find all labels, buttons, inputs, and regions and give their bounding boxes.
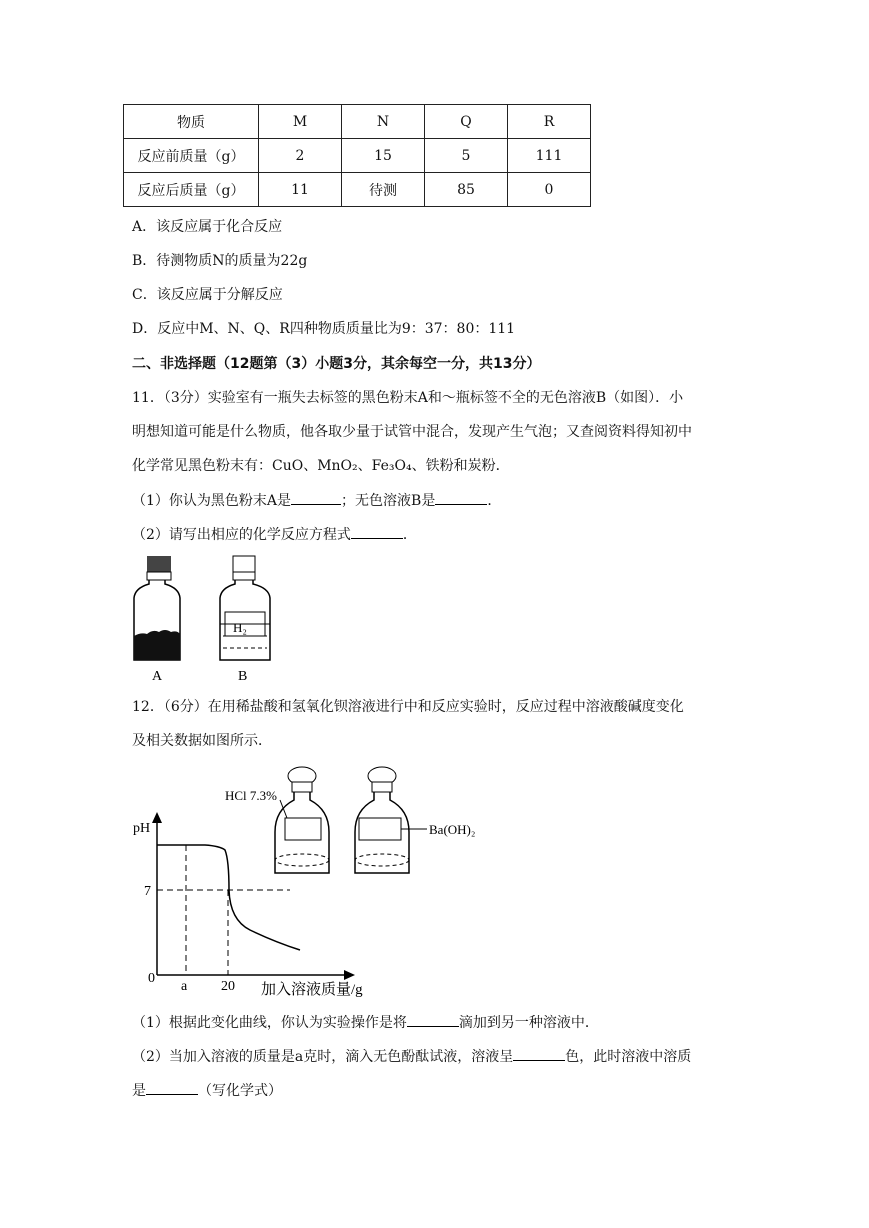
q11-sub1-text-a: （1）你认为黑色粉末A是 — [132, 493, 292, 509]
answer-blank[interactable] — [513, 1046, 565, 1061]
table-header-cell: R — [508, 105, 591, 139]
baoh2-label: Ba(OH)₂ — [429, 822, 476, 837]
table-header-cell: N — [342, 105, 425, 139]
hcl-bottle-icon — [225, 767, 329, 873]
q11-sub2-text-a: （2）请写出相应的化学反应方程式 — [132, 527, 351, 543]
hcl-label: HCl 7.3% — [225, 788, 277, 803]
x-tick-a: a — [181, 979, 188, 994]
q11-sub1 — [132, 490, 501, 510]
option-b: B．待测物质N的质量为22g — [132, 253, 308, 269]
table-header-cell: M — [259, 105, 342, 139]
q12-stem-line2: 及相关数据如图所示． — [132, 733, 272, 749]
bottle-b-label: H₂ — [233, 620, 247, 635]
table-row — [124, 139, 591, 173]
q12-figure — [125, 760, 505, 1005]
q11-bottles-figure — [125, 552, 285, 687]
table-cell: 5 — [425, 139, 508, 173]
q11-stem-line2: 明想知道可能是什么物质，他各取少量于试管中混合，发现产生气泡；又查阅资料得知初中 — [132, 424, 692, 440]
y-tick-7: 7 — [144, 884, 151, 899]
q12-stem-line1: 12．（6分）在用稀盐酸和氢氧化钡溶液进行中和反应实验时，反应过程中溶液酸碱度变化 — [132, 699, 684, 715]
option-a: A．该反应属于化合反应 — [132, 219, 283, 235]
q12-sub2-text-b: 色，此时溶液中溶质 — [565, 1049, 692, 1065]
q12-sub2-text-a: （2）当加入溶液的质量是a克时，滴入无色酚酞试液，溶液呈 — [132, 1049, 514, 1065]
figure-label-a: A — [152, 669, 163, 684]
table-cell: 待测 — [342, 173, 425, 207]
q12-sub1-text-a: （1）根据此变化曲线，你认为实验操作是将 — [132, 1015, 407, 1031]
answer-blank[interactable] — [407, 1012, 459, 1027]
table-cell: 2 — [259, 139, 342, 173]
origin-label: 0 — [148, 971, 155, 986]
table-cell: 15 — [342, 139, 425, 173]
bottle-a-icon — [134, 556, 180, 660]
answer-blank[interactable] — [291, 490, 341, 505]
mass-table — [123, 104, 591, 207]
q12-sub2-text-c: 是 — [132, 1083, 146, 1099]
table-header-row — [124, 105, 591, 139]
answer-blank[interactable] — [435, 490, 487, 505]
table-cell: 111 — [508, 139, 591, 173]
q12-sub2 — [132, 1046, 691, 1066]
table-header-cell: 物质 — [124, 105, 259, 139]
q11-sub1-text-b: ；无色溶液B是 — [341, 493, 436, 509]
x-tick-20: 20 — [221, 979, 235, 994]
table-header-cell: Q — [425, 105, 508, 139]
answer-blank[interactable] — [146, 1080, 198, 1095]
table-cell: 11 — [259, 173, 342, 207]
bottle-b-icon — [220, 556, 270, 660]
table-row — [124, 173, 591, 207]
table-cell: 反应前质量（g） — [124, 139, 259, 173]
option-d: D．反应中M、N、Q、R四种物质质量比为9：37：80：111 — [132, 321, 516, 337]
option-c: C．该反应属于分解反应 — [132, 287, 283, 303]
figure-label-b: B — [238, 669, 248, 684]
table-cell: 85 — [425, 173, 508, 207]
q11-sub2-text-b: ． — [402, 527, 417, 543]
q11-stem-line3: 化学常见黑色粉末有：CuO、MnO₂、Fe₃O₄、铁粉和炭粉． — [132, 458, 510, 474]
q12-sub2-cont — [132, 1080, 282, 1100]
q11-stem-line1: 11．（3分）实验室有一瓶失去标签的黑色粉末A和～瓶标签不全的无色溶液B（如图）．小 — [132, 390, 684, 406]
y-axis-label: pH — [133, 821, 151, 836]
q11-sub2 — [132, 524, 417, 544]
baoh2-bottle-icon — [355, 767, 475, 873]
q12-sub1 — [132, 1012, 599, 1032]
table-cell: 0 — [508, 173, 591, 207]
q11-sub1-text-c: ． — [487, 493, 502, 509]
q12-sub2-text-d: （写化学式） — [198, 1083, 282, 1099]
x-axis-label: 加入溶液质量/g — [261, 982, 363, 998]
table-cell: 反应后质量（g） — [124, 173, 259, 207]
q12-sub1-text-b: 滴加到另一种溶液中． — [458, 1015, 599, 1031]
section-title: 二、非选择题（12题第（3）小题3分，其余每空一分，共13分） — [132, 356, 541, 372]
answer-blank[interactable] — [351, 524, 403, 539]
